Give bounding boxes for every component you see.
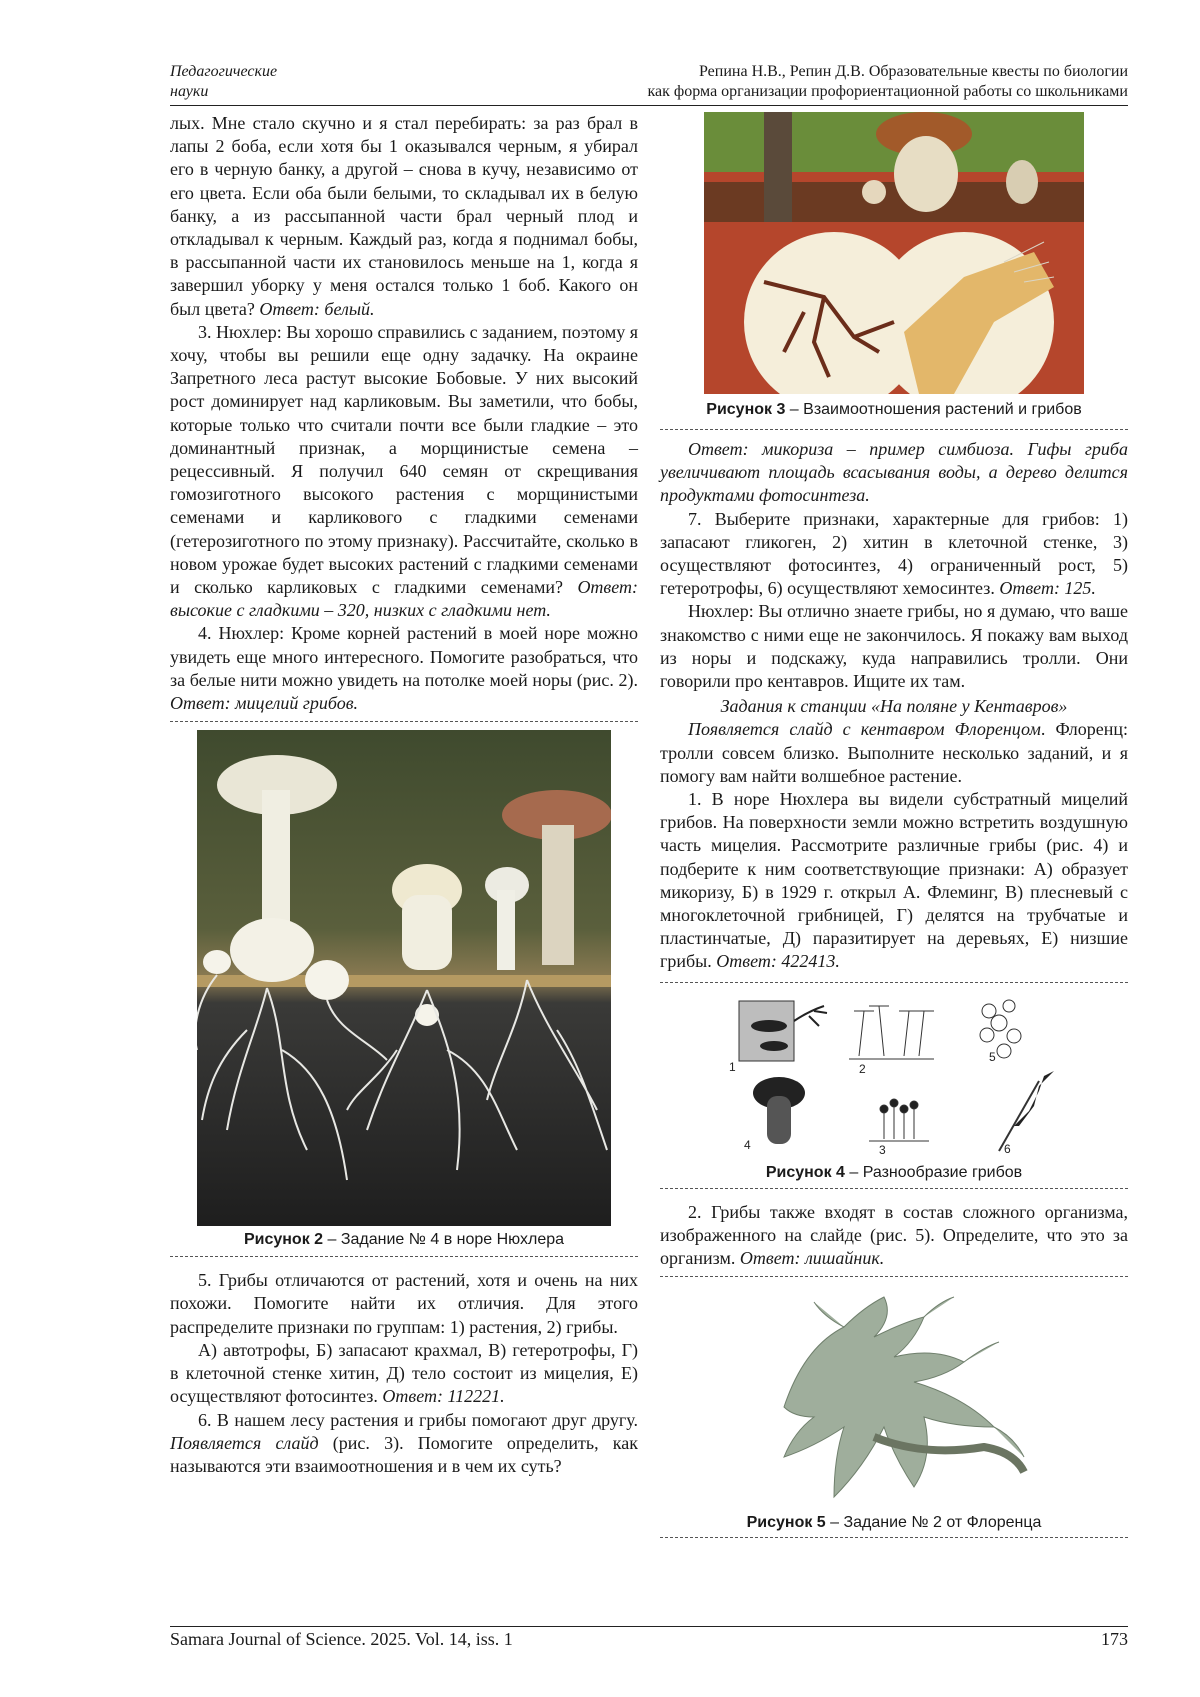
divider xyxy=(170,1256,638,1257)
divider xyxy=(170,721,638,722)
running-footer xyxy=(170,1626,1128,1650)
paragraph-florenz: Появляется слайд с кентавром Флоренцом. Флоренц: тролли совсем близко. Выполните несколько заданий, и я помогу вам найти волшебное растение. xyxy=(660,719,1129,786)
paragraph-task-3: 3. Нюхлер: Вы хорошо справились с заданием, поэтому я хочу, чтобы вы решили еще одну задачку. На окраине Запретного леса растут высокие Бобовые. У них высокий рост доминирует над карликовым. Вы заметили, что бобы, которые только что считали почти все были гладкие – это доминантный признак, а морщинистые семена – рецессивный. Я получил 640 семян от скрещивания гомозиготного высокого растения с морщинистыми семенами и карликового с гладкими семенами (гетерозиготного по этому признаку). Рассчитайте, сколько в новом урожае будет высоких растений с гладкими семенами и сколько карликовых с гладкими семенами? Ответ: высокие с гладкими – 320, низких с гладкими нет. xyxy=(170,321,638,621)
figure-2-mycelium-image xyxy=(197,730,611,1226)
fig4-label: 6 xyxy=(1004,1141,1011,1156)
paragraph-answer-mycorrhiza: Ответ: микориза – пример симбиоза. Гифы гриба увеличивают площадь всасывания воды, а дерево делится продуктами фотосинтеза. xyxy=(660,439,1128,506)
fig4-label: 4 xyxy=(744,1137,751,1152)
right-column xyxy=(660,112,1128,1538)
section-name: Педагогические науки xyxy=(170,63,278,100)
divider xyxy=(660,1537,1128,1538)
figure-3-caption: Рисунок 3 – Взаимоотношения растений и грибов xyxy=(706,401,1082,418)
paragraph-station-task-2: 2. Грибы также входят в состав сложного организма, изображенного на слайде (рис. 5). Определите, что это за организм. Ответ: лишайник. xyxy=(660,1201,1128,1269)
page-number: 173 xyxy=(1101,1629,1128,1649)
figure-5-caption: Рисунок 5 – Задание № 2 от Флоренца xyxy=(746,1514,1042,1532)
running-header xyxy=(170,62,1128,106)
fig4-label: 5 xyxy=(989,1049,996,1064)
paragraph: лых. Мне стало скучно и я стал перебирать: за раз брал в лапы 2 боба, если хотя бы 1 оказывался черным, я убирал его в черную банку, а другой – снова в кучу, независимо от его цвета. Если оба были белыми, то складывал их в белую банку, а из рассыпанной части брал черный плод и откладывал к черным. Каждый раз, когда я поднимал бобы, в рассыпанной части их становилось меньше на 1, когда я завершил уборку у меня остался только 1 боб. Какого он был цвета? Ответ: белый. xyxy=(170,113,638,319)
figure-5-lichen-image xyxy=(724,1287,1064,1509)
fig4-label: 3 xyxy=(879,1142,886,1157)
figure-4-caption: Рисунок 4 – Разнообразие грибов xyxy=(765,1163,1023,1181)
divider xyxy=(660,1188,1128,1189)
left-column xyxy=(170,112,638,1478)
paragraph-nyukhler: Нюхлер: Вы отлично знаете грибы, но я думаю, что ваше знакомство с ними еще не закончилось. Я покажу вам выход из норы и подскажу, куда направились тролли. Они говорили про кентавров. Ищите их там. xyxy=(660,601,1128,692)
journal-citation: Samara Journal of Science. 2025. Vol. 14, iss. 1 xyxy=(170,1629,513,1649)
paragraph-station-task-1: 1. В норе Нюхлера вы видели субстратный мицелий грибов. На поверхности земли можно встретить воздушную часть мицелия. Рассмотрите различные грибы (рис. 4) и подберите к ним соответствующие признаки: А) образует микоризу, Б) в 1929 г. открыл А. Флеминг, В) плесневый с многоклеточной грибницей, Г) делятся на трубчатые и пластинчатые, Д) паразитирует на деревьях, Е) низшие грибы. Ответ: 422413. xyxy=(660,789,1128,972)
paragraph-task-5: 5. Грибы отличаются от растений, хотя и очень на них похожи. Помогите найти их отличия. Для этого распределите признаки по группам: 1) растения, 2) грибы. xyxy=(170,1270,638,1337)
fig4-label: 1 xyxy=(729,1059,736,1074)
article-title: Репина Н.В., Репин Д.В. Образовательные квесты по биологии как форма организации профориентационной работы со школьниками xyxy=(647,63,1128,100)
figure-4-fungi-diversity-image xyxy=(719,991,1069,1161)
figure-2-caption: Рисунок 2 – Задание № 4 в норе Нюхлера xyxy=(243,1231,565,1249)
station-heading: Задания к станции «На поляне у Кентавров» xyxy=(720,696,1068,717)
paragraph-task-4: 4. Нюхлер: Кроме корней растений в моей норе можно увидеть еще много интересного. Помогите разобраться, что за белые нити можно увидеть на потолке моей норы (рис. 2). Ответ: мицелий грибов. xyxy=(170,623,638,714)
figure-3-mycorrhiza-image xyxy=(704,112,1084,394)
paragraph-task-6: 6. В нашем лесу растения и грибы помогают друг другу. Появляется слайд (рис. 3). Помогите определить, как называются эти взаимоотношения и в чем их суть? xyxy=(170,1409,638,1476)
divider xyxy=(660,982,1128,983)
divider xyxy=(660,429,1128,430)
paragraph-task-7: 7. Выберите признаки, характерные для грибов: 1) запасают гликоген, 2) хитин в клеточной стенке, 3) осуществляют фотосинтез, 4) ограниченный рост, 5) гетеротрофы, 6) осуществляют хемосинтез. Ответ: 125. xyxy=(660,508,1128,599)
paragraph-task-5-options: А) автотрофы, Б) запасают крахмал, В) гетеротрофы, Г) в клеточной стенке хитин, Д) тело состоит из мицелия, Е) осуществляют фотосинтез. Ответ: 112221. xyxy=(170,1339,638,1407)
divider xyxy=(660,1276,1128,1277)
fig4-label: 2 xyxy=(859,1061,866,1076)
